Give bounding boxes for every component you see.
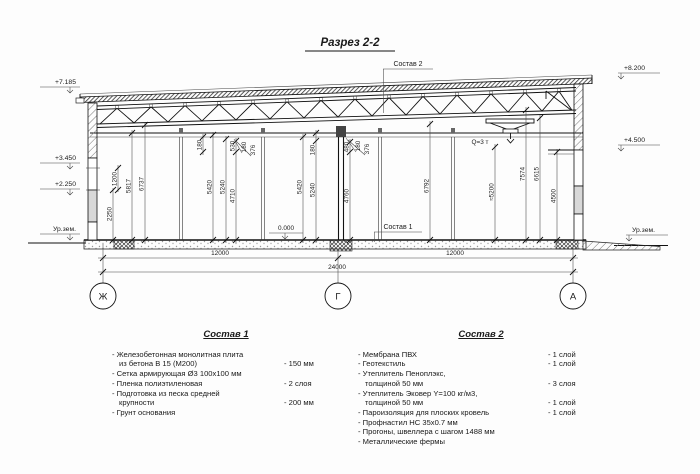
right-wall (548, 84, 583, 240)
list-item: толщиной 50 мм - 3 слоя (365, 378, 576, 388)
svg-text:1200: 1200 (111, 171, 119, 187)
list-item: - Пленка полиэтиленовая - 2 слоя (112, 378, 312, 388)
svg-text:0.000: 0.000 (278, 225, 294, 232)
axis-label: А (569, 291, 577, 303)
svg-text:+3.450: +3.450 (55, 155, 76, 162)
elevation-mark (40, 79, 80, 93)
elevation-marks-left (40, 79, 80, 240)
list-item: - Подготовка из песка средней (112, 388, 220, 398)
list-item: - Профнастил НС 35х0.7 мм (358, 417, 458, 427)
svg-text:5420: 5420 (296, 179, 304, 195)
roof (76, 75, 592, 103)
svg-text:6737: 6737 (138, 176, 146, 192)
list-item: крупности - 200 мм (119, 398, 314, 408)
svg-text:7574: 7574 (519, 166, 527, 182)
svg-text:180: 180 (309, 144, 317, 156)
list-item: - Мембрана ПВХ - 1 слой (358, 349, 576, 359)
list-item: из бетона В 15 (М200) - 150 мм (119, 359, 314, 369)
svg-text:180: 180 (196, 139, 204, 151)
list-item: - Пароизоляция для плоских кровель - 1 слой (358, 407, 576, 417)
svg-text:480: 480 (343, 141, 351, 153)
zero-level-mark (269, 225, 303, 239)
svg-text:+4.500: +4.500 (624, 137, 645, 144)
crane-hook-icon (507, 139, 514, 143)
svg-text:4760: 4760 (343, 188, 351, 204)
drawing-title: Разрез 2-2 (320, 37, 380, 49)
list-item: толщиной 50 мм - 1 слой (365, 398, 576, 408)
vertical-dimensions (107, 107, 561, 243)
elevation-mark (40, 155, 80, 169)
list-item: - Геотекстиль - 1 слой (358, 359, 576, 369)
list-item: - Железобетонная монолитная плита (112, 349, 244, 359)
svg-text:180: 180 (241, 141, 248, 153)
svg-text:5240: 5240 (309, 182, 317, 198)
svg-text:Состав 1: Состав 1 (383, 224, 413, 231)
floor-slab (84, 240, 660, 251)
foundation-block-right (556, 240, 578, 249)
truss-end-support (546, 91, 571, 110)
svg-text:+2.250: +2.250 (55, 181, 76, 188)
composition-2-list (358, 330, 604, 447)
svg-text:5420: 5420 (206, 179, 214, 195)
list-item: - Утеплитель Пеноплэкс, (358, 369, 446, 379)
span-dim-left: 12000 (211, 250, 229, 257)
svg-text:≈5200: ≈5200 (488, 183, 496, 201)
list-item: - Грунт основания (112, 407, 176, 417)
elevation-marks-right (618, 65, 668, 241)
composition-1-list (112, 330, 340, 418)
axis-label: Ж (98, 291, 108, 303)
ramp (583, 241, 660, 250)
eave-detail-left (76, 98, 84, 103)
list-item: - Металлические фермы (358, 437, 445, 447)
elevation-mark (618, 137, 660, 151)
svg-text:180: 180 (355, 140, 362, 152)
crane-load-label: Q=3 т (471, 139, 489, 146)
svg-text:6615: 6615 (533, 166, 541, 182)
elevation-mark (618, 65, 660, 79)
axis-label: Г (335, 291, 341, 303)
svg-text:Ур.зем.: Ур.зем. (632, 227, 656, 234)
svg-text:5240: 5240 (219, 179, 227, 195)
svg-text:4710: 4710 (229, 188, 237, 204)
crane-hoist (472, 119, 534, 146)
svg-text:376: 376 (250, 144, 257, 156)
list-item: - Утеплитель Эковер Y=100 кг/м3, (358, 388, 478, 398)
total-dim: 24000 (328, 264, 346, 271)
svg-text:Состав 2: Состав 2 (393, 61, 423, 68)
span-dim-right: 12000 (446, 250, 464, 257)
axis-bubbles (90, 262, 586, 309)
elevation-mark (40, 181, 80, 195)
svg-text:530: 530 (229, 140, 237, 152)
composition-2-title: Состав 2 (458, 329, 504, 340)
list-item: - Сетка армирующая Ø3 100х100 мм (112, 369, 242, 379)
composition-1-title: Состав 1 (203, 329, 249, 340)
svg-text:6792: 6792 (423, 178, 431, 194)
svg-text:376: 376 (364, 143, 371, 155)
list-item: - Прогоны, швеллера с шагом 1488 мм (358, 427, 495, 437)
svg-text:Ур.зем.: Ур.зем. (52, 226, 76, 233)
svg-text:+8.200: +8.200 (624, 65, 645, 72)
svg-text:2250: 2250 (106, 206, 114, 222)
elevation-mark (626, 227, 668, 241)
svg-text:4500: 4500 (550, 188, 558, 204)
svg-text:+7.185: +7.185 (55, 79, 76, 86)
elevation-mark (40, 226, 80, 240)
svg-text:5817: 5817 (125, 178, 133, 194)
